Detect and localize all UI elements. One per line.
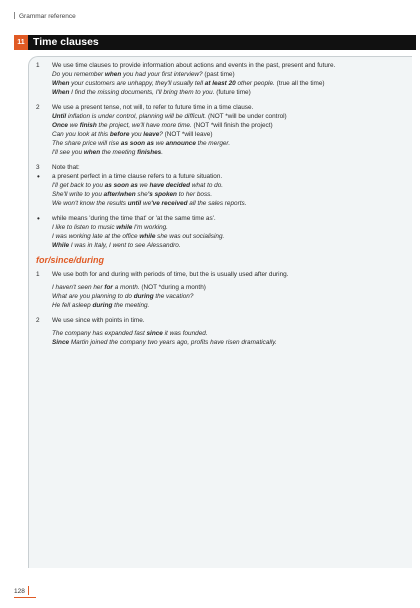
rule-text: We use a present tense, not will, to refer to future time in a time clause. (52, 104, 254, 111)
rule-number: 1 (36, 271, 40, 278)
page-number: 128 (14, 588, 25, 595)
section-heading: for/since/during (36, 255, 105, 265)
example: While I was in Italy, I went to see Alessandro. (52, 242, 181, 249)
rule-number: 2 (36, 317, 40, 324)
running-header (14, 12, 76, 20)
example: Once we finish the project, we'll have more time. (NOT *will finish the project) (52, 122, 273, 129)
example: When your customers are unhappy, they'll usually tell at least 20 other people. (true all the time) (52, 80, 325, 87)
example: I like to listen to music while I'm working. (52, 224, 168, 231)
example: Do you remember when you had your first interview? (past time) (52, 71, 235, 78)
unit-number-badge: 11 (14, 35, 28, 50)
rule-number: 2 (36, 104, 40, 111)
unit-title: Time clauses (33, 36, 99, 48)
example: She'll write to you after/when she's spoken to her boss. (52, 191, 213, 198)
example: I'll get back to you as soon as we have decided what to do. (52, 182, 224, 189)
footer-rule (14, 597, 36, 598)
bullet-text: a present perfect in a time clause refers to a future situation. (52, 173, 223, 180)
example: We won't know the results until we've received all the sales reports. (52, 200, 247, 207)
example: The share price will rise as soon as we announce the merger. (52, 140, 231, 147)
rule-4 (36, 270, 408, 310)
example: He fell asleep during the meeting. (52, 302, 150, 309)
rule-text: We use both for and during with periods of time, but the is usually used after during. (52, 271, 289, 278)
example: Can you look at this before you leave? (NOT *will leave) (52, 131, 213, 138)
rule-number: 1 (36, 62, 40, 69)
bullet-text: while means 'during the time that' or 'at the same time as'. (52, 215, 216, 222)
rule-text: Note that: (52, 164, 80, 171)
rule-5 (36, 316, 408, 347)
example: Until inflation is under control, planning will be difficult. (NOT *will be under control) (52, 113, 287, 120)
bullet-1: • a present perfect in a time clause refers to a future situation. I'll get back to you as soon as we have decided what to do. She'll write to you after/when she's spoken to her boss. We won't know the results until we've received all the sales reports. (36, 172, 408, 208)
page-footer (14, 586, 29, 595)
unit-title-bar (14, 35, 416, 50)
example: Since Martin joined the company two years ago, profits have risen dramatically. (52, 339, 277, 346)
example: What are you planning to do during the vacation? (52, 293, 194, 300)
rule-3 (36, 163, 408, 172)
content (36, 61, 408, 347)
rule-number: 3 (36, 164, 40, 171)
rule-2 (36, 103, 408, 157)
example: I was working late at the office while she was out socialising. (52, 233, 225, 240)
rule-1 (36, 61, 408, 97)
header-text: Grammar reference (19, 13, 76, 20)
example: The company has expanded fast since it was founded. (52, 330, 208, 337)
example: I'll see you when the meeting finishes. (52, 149, 164, 156)
example: When I find the missing documents, I'll bring them to you. (future time) (52, 89, 251, 96)
bullet-2: • while means 'during the time that' or 'at the same time as'. I like to listen to music while I'm working. I was working late at the office while she was out socialising. While I was in Italy, I went to see Alessandro. (36, 214, 408, 250)
example: I haven't seen her for a month. (NOT *during a month) (52, 284, 206, 291)
rule-text: We use since with points in time. (52, 317, 145, 324)
rule-text: We use time clauses to provide information about actions and events in the past, present and future. (52, 62, 336, 69)
